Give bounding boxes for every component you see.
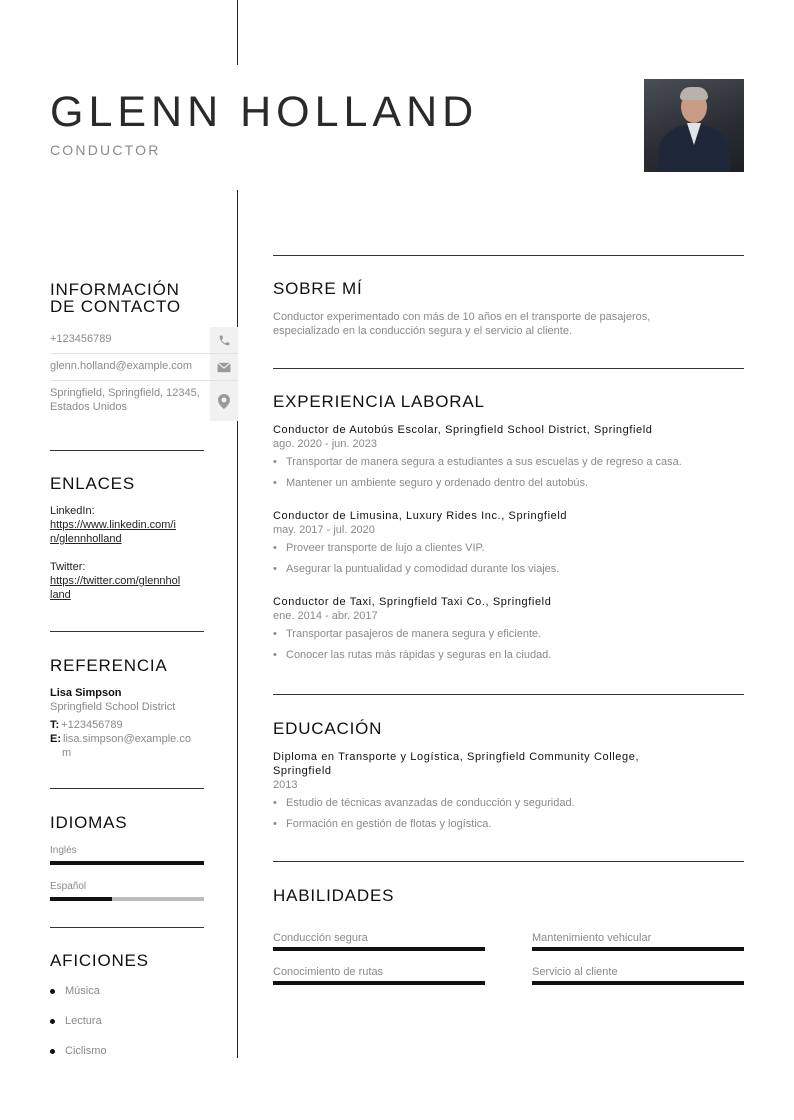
job-bullet [273, 562, 744, 576]
reference-phone-label: T: [50, 719, 60, 731]
job-date: may. 2017 - jul. 2020 [273, 524, 375, 536]
candidate-name: GLENN HOLLAND [50, 88, 479, 136]
reference-email-line1: lisa.simpson@example.co [63, 733, 191, 745]
envelope-icon [210, 354, 238, 380]
bullet-icon: • [273, 563, 277, 575]
reference-phone: +123456789 [61, 719, 123, 731]
job-entry [273, 423, 744, 490]
language-level-fill [50, 861, 204, 865]
experience-section [273, 393, 744, 662]
link-twitter-label: Twitter: [50, 561, 86, 573]
hobby-label: Lectura [65, 1015, 102, 1027]
contact-email-row [50, 354, 238, 381]
reference-email-cont [50, 746, 210, 760]
vertical-divider [237, 190, 238, 1058]
education-bullet-text: Estudio de técnicas avanzadas de conducción y seguridad. [286, 797, 575, 809]
left-divider-2 [50, 631, 204, 632]
left-divider-1 [50, 450, 204, 451]
job-role: CONDUCTOR [50, 142, 161, 158]
skill-name: Mantenimiento vehicular [532, 932, 652, 944]
language-name: Español [50, 881, 87, 892]
job-bullet [273, 476, 744, 490]
hobby-item [50, 1036, 210, 1066]
skill-level-bar [532, 947, 744, 951]
bullet-icon: • [273, 818, 277, 830]
link-linkedin [50, 504, 210, 546]
hobbies-title: AFICIONES [50, 951, 149, 970]
job-bullet-text: Transportar de manera segura a estudiantes a sus escuelas y de regreso a casa. [286, 456, 682, 468]
language-level-bar [50, 897, 204, 901]
bullet-icon: • [273, 542, 277, 554]
languages-section [50, 814, 210, 901]
job-bullet [273, 455, 744, 469]
hobbies-section [50, 952, 210, 1066]
contact-address-line2: Estados Unidos [50, 401, 128, 413]
job-bullet-text: Transportar pasajeros de manera segura y eficiente. [286, 628, 542, 640]
contact-section-title [50, 281, 210, 315]
skill-level-bar [273, 947, 485, 951]
link-twitter-url-line2[interactable]: land [50, 589, 71, 601]
job-bullet-text: Asegurar la puntualidad y comodidad durante los viajes. [286, 563, 560, 575]
link-linkedin-label: LinkedIn: [50, 505, 95, 517]
job-bullet-text: Mantener un ambiente seguro y ordenado dentro del autobús. [286, 477, 589, 489]
contact-title-line1: INFORMACIÓN [50, 280, 180, 299]
reference-section [50, 657, 210, 760]
left-divider-3 [50, 788, 204, 789]
link-linkedin-url-line2[interactable]: n/glennholland [50, 533, 122, 545]
reference-email-row [50, 732, 210, 746]
link-linkedin-url-line1[interactable]: https://www.linkedin.com/i [50, 519, 176, 531]
education-bullet [273, 796, 744, 810]
profile-photo [644, 79, 744, 172]
bullet-icon: • [273, 649, 277, 661]
about-title: SOBRE MÍ [273, 279, 363, 298]
skill-item [532, 932, 744, 951]
language-item [50, 881, 210, 901]
skill-name: Conocimiento de rutas [273, 966, 384, 978]
skill-name: Servicio al cliente [532, 966, 618, 978]
reference-email-line2: m [62, 747, 72, 759]
links-section [50, 475, 210, 602]
degree-line2: Springfield [273, 765, 332, 777]
bullet-icon: • [273, 628, 277, 640]
language-name: Inglés [50, 845, 77, 856]
phone-icon [210, 327, 238, 353]
job-bullet-text: Conocer las rutas más rápidas y seguras en la ciudad. [286, 649, 552, 661]
reference-name: Lisa Simpson [50, 687, 122, 699]
job-bullet [273, 648, 744, 662]
reference-title: REFERENCIA [50, 656, 168, 675]
contact-phone: +123456789 [50, 333, 112, 345]
links-title: ENLACES [50, 474, 135, 493]
education-title: EDUCACIÓN [273, 719, 383, 738]
job-bullet [273, 541, 744, 555]
skill-item [532, 966, 744, 985]
bullet-dot-icon [50, 989, 55, 994]
job-bullet [273, 627, 744, 641]
contact-address-row [50, 381, 238, 421]
degree-line1: Diploma en Transporte y Logística, Springfield Community College, [273, 751, 640, 763]
skill-name: Conducción segura [273, 932, 368, 944]
experience-title: EXPERIENCIA LABORAL [273, 392, 485, 411]
languages-title: IDIOMAS [50, 813, 128, 832]
contact-list [50, 327, 238, 421]
link-twitter-url-line1[interactable]: https://twitter.com/glennhol [50, 575, 181, 587]
language-item [50, 845, 210, 865]
skill-level-bar [273, 981, 485, 985]
right-divider-1 [273, 255, 744, 256]
reference-email-label: E: [50, 733, 61, 745]
reference-org: Springfield School District [50, 701, 176, 713]
skills-section [273, 887, 744, 905]
bullet-icon: • [273, 456, 277, 468]
skill-item [273, 966, 485, 985]
job-entry [273, 509, 744, 576]
about-text-line2: especializado en la conducción segura y el servicio al cliente. [273, 325, 573, 337]
reference-phone-row [50, 718, 210, 732]
contact-title-line2: DE CONTACTO [50, 297, 181, 316]
bullet-icon: • [273, 797, 277, 809]
hobby-item [50, 976, 210, 1006]
job-bullet-text: Proveer transporte de lujo a clientes VIP. [286, 542, 485, 554]
contact-phone-row [50, 327, 238, 354]
right-divider-3 [273, 694, 744, 695]
right-divider-2 [273, 368, 744, 369]
skill-item [273, 932, 485, 951]
about-section [273, 280, 744, 338]
job-date: ago. 2020 - jun. 2023 [273, 438, 377, 450]
vertical-divider-top [237, 0, 238, 65]
language-level-fill [50, 897, 112, 901]
left-divider-4 [50, 927, 204, 928]
education-section [273, 720, 744, 831]
job-title: Conductor de Limusina, Luxury Rides Inc., Springfield [273, 510, 568, 522]
skills-title: HABILIDADES [273, 886, 395, 905]
job-title: Conductor de Taxi, Springfield Taxi Co., Springfield [273, 596, 552, 608]
right-divider-4 [273, 861, 744, 862]
job-title: Conductor de Autobús Escolar, Springfield School District, Springfield [273, 424, 653, 436]
job-entry [273, 595, 744, 662]
language-level-bar [50, 861, 204, 865]
photo-hair-shape [680, 87, 708, 100]
contact-address-line1: Springfield, Springfield, 12345, [50, 387, 200, 399]
contact-email: glenn.holland@example.com [50, 360, 193, 372]
hobby-label: Música [65, 985, 100, 997]
hobby-label: Ciclismo [65, 1045, 107, 1057]
education-bullet [273, 817, 744, 831]
education-date: 2013 [273, 779, 298, 791]
bullet-icon: • [273, 477, 277, 489]
bullet-dot-icon [50, 1049, 55, 1054]
link-twitter [50, 560, 210, 602]
job-date: ene. 2014 - abr. 2017 [273, 610, 378, 622]
about-text-line1: Conductor experimentado con más de 10 años en el transporte de pasajeros, [273, 311, 651, 323]
location-pin-icon [210, 381, 238, 421]
bullet-dot-icon [50, 1019, 55, 1024]
education-bullet-text: Formación en gestión de flotas y logística. [286, 818, 492, 830]
hobby-item [50, 1006, 210, 1036]
skill-level-bar [532, 981, 744, 985]
